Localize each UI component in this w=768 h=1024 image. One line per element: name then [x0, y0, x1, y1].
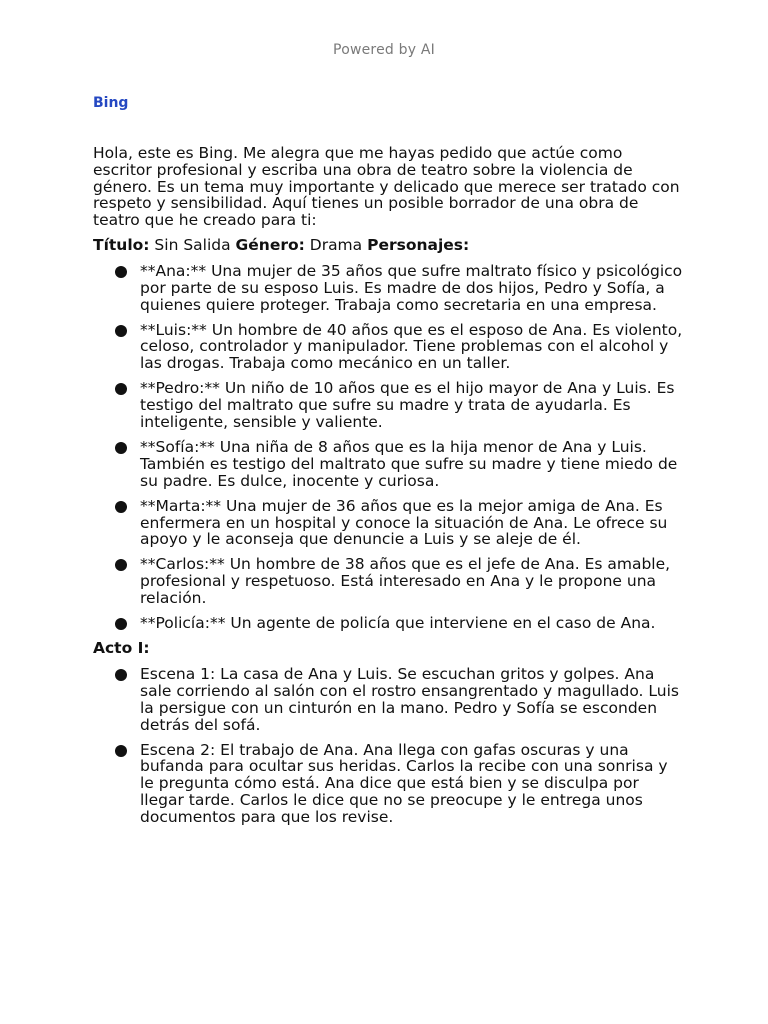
- character-text: **Luis:** Un hombre de 40 años que es el esposo de Ana. Es violento, celoso, controlador y manipulador. Tiene problemas con el alcohol y las drogas. Trabaja como mecánico en un taller.: [140, 320, 683, 373]
- bullet-icon: [115, 442, 127, 454]
- list-item: [93, 556, 683, 606]
- genre-label: Género:: [235, 235, 305, 254]
- list-item: [93, 615, 683, 632]
- list-item: [93, 742, 683, 826]
- document-body: [93, 94, 683, 834]
- title-value: Sin Salida: [149, 235, 236, 254]
- genre-value: Drama: [304, 235, 368, 254]
- character-text: **Policía:** Un agente de policía que interviene en el caso de Ana.: [140, 614, 656, 633]
- character-text: **Marta:** Una mujer de 36 años que es la mejor amiga de Ana. Es enfermera en un hospital y conoce la situación de Ana. Le ofrece su apoyo y le aconseja que denuncie a Luis y se aleje de él.: [140, 496, 668, 549]
- characters-label: Personajes:: [367, 235, 470, 254]
- act-heading: Acto I:: [93, 639, 150, 658]
- play-meta-line: [93, 237, 683, 254]
- bullet-icon: [115, 669, 127, 681]
- scene-text: Escena 2: El trabajo de Ana. Ana llega con gafas oscuras y una bufanda para ocultar sus heridas. Carlos la recibe con una sonrisa y le pregunta cómo está. Ana dice que está bien y se disculpa por llegar tarde. Carlos le dice que no se preocupe y le entrega unos documentos para que los revise.: [140, 740, 668, 826]
- list-item: [93, 666, 683, 733]
- bullet-icon: [115, 559, 127, 571]
- character-text: **Carlos:** Un hombre de 38 años que es el jefe de Ana. Es amable, profesional y respetuoso. Está interesado en Ana y le propone una relación.: [140, 555, 671, 608]
- scene-text: Escena 1: La casa de Ana y Luis. Se escuchan gritos y golpes. Ana sale corriendo al salón con el rostro ensangrentado y magullado. Luis la persigue con un cinturón en la mano. Pedro y Sofía se esconden detrás del sofá.: [140, 665, 679, 734]
- list-item: [93, 263, 683, 313]
- title-label: Título:: [93, 235, 150, 254]
- bullet-icon: [115, 618, 127, 630]
- scenes-list: [93, 666, 683, 825]
- bullet-icon: [115, 745, 127, 757]
- list-item: [93, 380, 683, 430]
- powered-by-label: Powered by AI: [333, 42, 435, 58]
- bullet-icon: [115, 325, 127, 337]
- character-text: **Pedro:** Un niño de 10 años que es el hijo mayor de Ana y Luis. Es testigo del maltrato que sufre su madre y trata de ayudarla. Es inteligente, sensible y valiente.: [140, 379, 675, 431]
- list-item: [93, 322, 683, 372]
- list-item: [93, 498, 683, 548]
- character-text: **Sofía:** Una niña de 8 años que es la hija menor de Ana y Luis. También es testigo del maltrato que sufre su madre y tiene miedo de su padre. Es dulce, inocente y curiosa.: [140, 438, 678, 490]
- list-item: [93, 439, 683, 489]
- character-text: **Ana:** Una mujer de 35 años que sufre maltrato físico y psicológico por parte de su esposo Luis. Es madre de dos hijos, Pedro y Sofía, a quienes quiere proteger. Trabaja como secretaria en una empresa.: [140, 261, 683, 314]
- bullet-icon: [115, 501, 127, 513]
- bullet-icon: [115, 266, 127, 278]
- characters-list: [93, 263, 683, 632]
- bullet-icon: [115, 383, 127, 395]
- author-name: Bing: [93, 95, 129, 111]
- intro-paragraph: Hola, este es Bing. Me alegra que me hayas pedido que actúe como escritor profesional y escriba una obra de teatro sobre la violencia de género. Es un tema muy importante y delicado que merece ser tratado con respeto y sensibilidad. Aquí tienes un posible borrador de una obra de teatro que he creado para ti:: [93, 144, 680, 230]
